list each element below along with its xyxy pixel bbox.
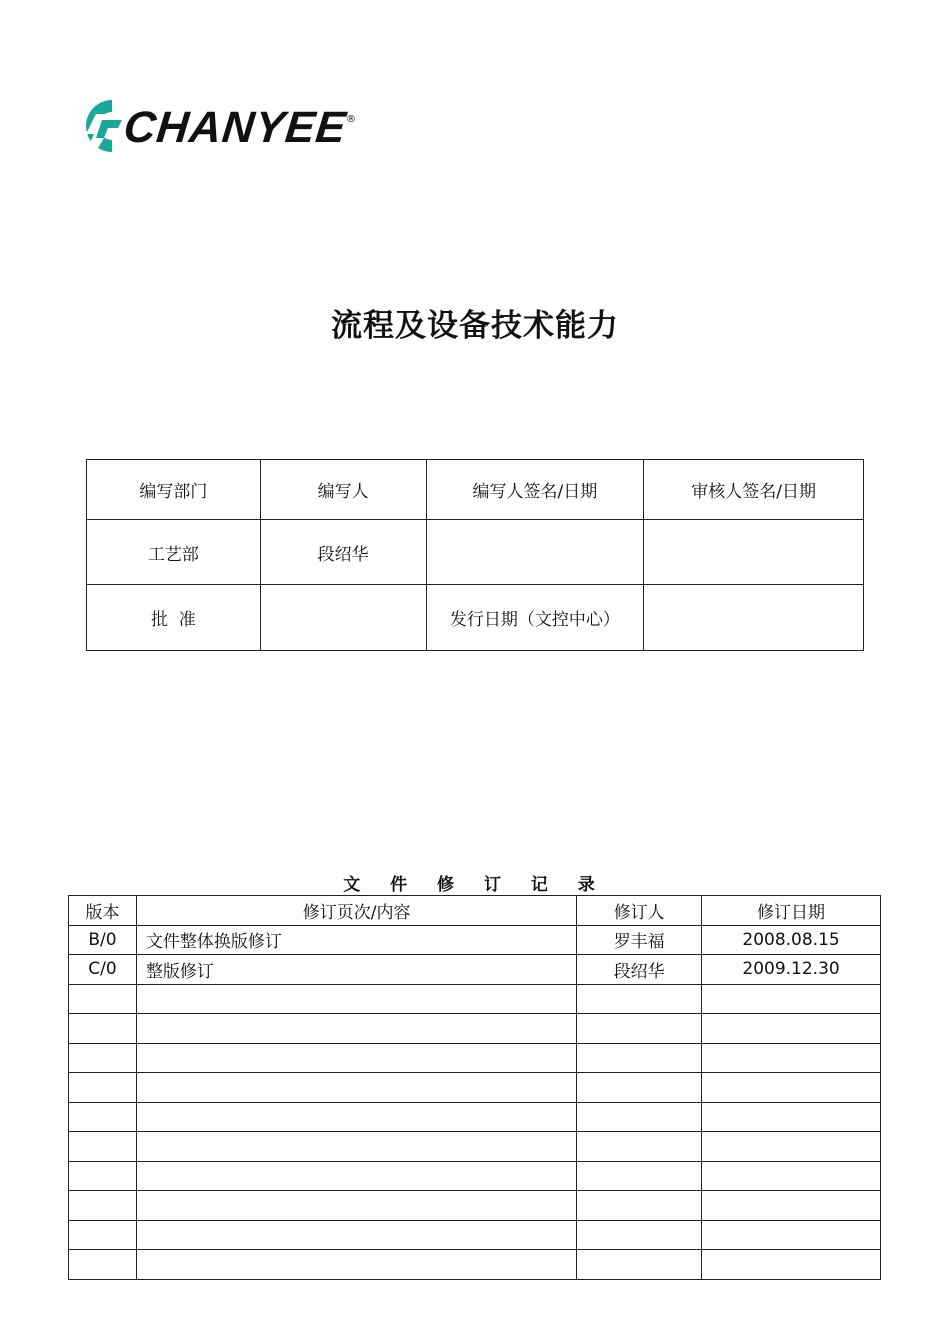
version-cell	[69, 1073, 137, 1103]
version-cell: B/0	[69, 925, 137, 955]
date-cell	[702, 1073, 881, 1103]
header-cell-author-signature: 编写人签名/日期	[426, 460, 644, 520]
content-cell	[136, 1043, 576, 1073]
reviser-cell	[577, 1250, 702, 1280]
approval-row	[87, 585, 864, 651]
author-signature-value	[426, 520, 644, 585]
revision-record-table	[68, 895, 881, 1280]
revision-row	[69, 1043, 881, 1073]
reviser-cell	[577, 1043, 702, 1073]
reviser-cell	[577, 1132, 702, 1162]
version-cell	[69, 1161, 137, 1191]
header-cell-content: 修订页次/内容	[136, 896, 576, 926]
revision-record-caption: 文 件 修 订 记 录	[343, 875, 607, 895]
approval-table	[86, 459, 864, 651]
content-cell	[136, 1073, 576, 1103]
version-cell	[69, 1132, 137, 1162]
reviser-cell: 段绍华	[577, 955, 702, 985]
version-cell	[69, 1014, 137, 1044]
revision-row	[69, 1132, 881, 1162]
version-cell	[69, 1102, 137, 1132]
issue-date-value	[644, 585, 864, 651]
version-cell	[69, 1191, 137, 1221]
header-cell-revision-date: 修订日期	[702, 896, 881, 926]
revision-row	[69, 1220, 881, 1250]
content-cell	[136, 984, 576, 1014]
revision-row	[69, 1102, 881, 1132]
version-cell	[69, 1250, 137, 1280]
registered-mark: ®	[346, 114, 356, 125]
date-cell	[702, 1250, 881, 1280]
reviser-cell	[577, 1014, 702, 1044]
reviser-cell	[577, 1191, 702, 1221]
date-cell	[702, 1220, 881, 1250]
content-cell: 整版修订	[136, 955, 576, 985]
author-value: 段绍华	[260, 520, 426, 585]
reviser-cell	[577, 1161, 702, 1191]
approve-label: 批 准	[87, 585, 261, 651]
header-cell-reviser: 修订人	[577, 896, 702, 926]
revision-row	[69, 1161, 881, 1191]
header-cell-author: 编写人	[260, 460, 426, 520]
reviser-cell	[577, 1102, 702, 1132]
content-cell	[136, 1250, 576, 1280]
content-cell	[136, 1014, 576, 1044]
revision-row	[69, 1191, 881, 1221]
version-cell	[69, 1043, 137, 1073]
date-cell: 2008.08.15	[702, 925, 881, 955]
approve-value	[260, 585, 426, 651]
reviser-cell	[577, 1073, 702, 1103]
header-cell-reviewer-signature: 审核人签名/日期	[644, 460, 864, 520]
content-cell	[136, 1132, 576, 1162]
company-logo	[78, 92, 368, 160]
date-cell	[702, 1043, 881, 1073]
date-cell	[702, 984, 881, 1014]
date-cell	[702, 1014, 881, 1044]
document-title: 流程及设备技术能力	[331, 308, 619, 344]
logo-wordmark: CHANYEE	[121, 103, 349, 152]
logo-mark-icon	[78, 94, 124, 158]
header-cell-version: 版本	[69, 896, 137, 926]
approval-row	[87, 520, 864, 585]
content-cell	[136, 1191, 576, 1221]
revision-row	[69, 1250, 881, 1280]
date-cell	[702, 1102, 881, 1132]
date-cell	[702, 1161, 881, 1191]
version-cell	[69, 984, 137, 1014]
department-value: 工艺部	[87, 520, 261, 585]
revision-row	[69, 1014, 881, 1044]
revision-row	[69, 925, 881, 955]
revision-header-row	[69, 896, 881, 926]
reviser-cell	[577, 984, 702, 1014]
content-cell	[136, 1102, 576, 1132]
reviser-cell: 罗丰福	[577, 925, 702, 955]
revision-row	[69, 984, 881, 1014]
approval-header-row	[87, 460, 864, 520]
version-cell: C/0	[69, 955, 137, 985]
content-cell: 文件整体换版修订	[136, 925, 576, 955]
revision-row	[69, 1073, 881, 1103]
version-cell	[69, 1220, 137, 1250]
reviser-cell	[577, 1220, 702, 1250]
issue-date-label: 发行日期（文控中心）	[426, 585, 644, 651]
date-cell	[702, 1191, 881, 1221]
date-cell	[702, 1132, 881, 1162]
content-cell	[136, 1161, 576, 1191]
header-cell-department: 编写部门	[87, 460, 261, 520]
date-cell: 2009.12.30	[702, 955, 881, 985]
content-cell	[136, 1220, 576, 1250]
reviewer-signature-value	[644, 520, 864, 585]
revision-row	[69, 955, 881, 985]
